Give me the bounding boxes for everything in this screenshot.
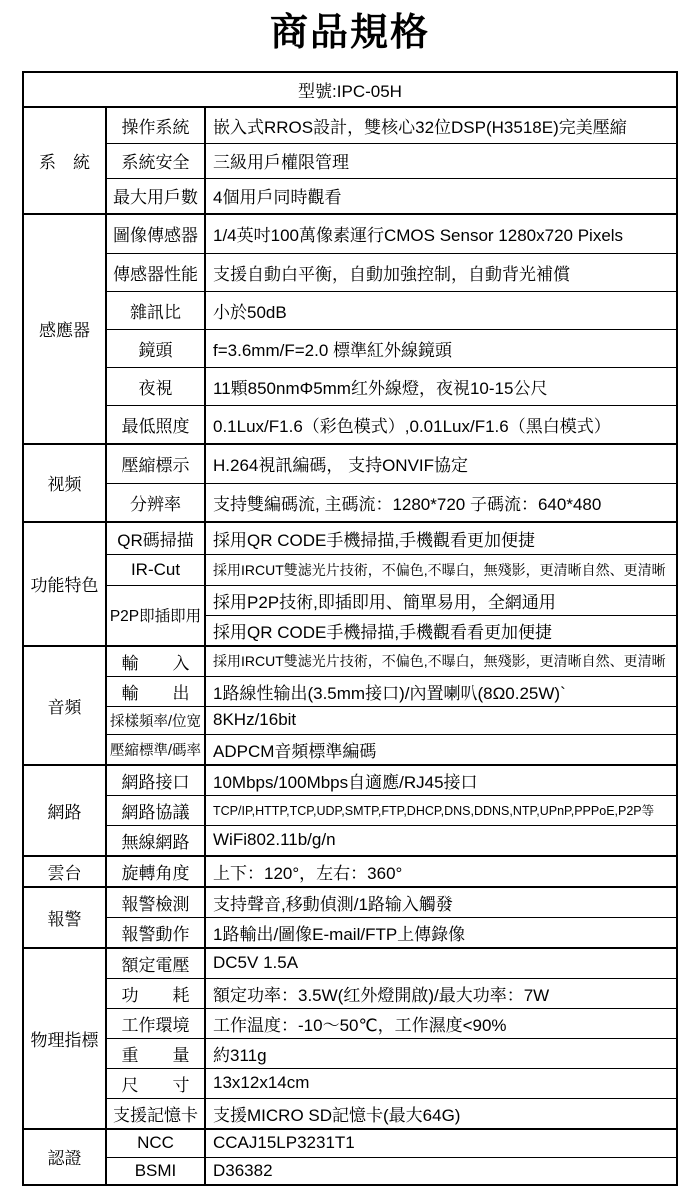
spec-row <box>107 978 676 1008</box>
spec-value: CCAJ15LP3231T1 <box>213 1133 355 1152</box>
spec-sections <box>24 106 676 1184</box>
model-header: 型號:IPC-05H <box>298 81 402 101</box>
spec-value: 約311g <box>213 1045 267 1065</box>
section-category: 物理指標 <box>24 949 107 1128</box>
section-rows <box>107 108 676 213</box>
spec-row <box>107 766 676 795</box>
spec-row <box>107 676 676 706</box>
spec-label: 夜視 <box>107 368 206 405</box>
spec-label: 操作系統 <box>107 108 206 143</box>
section-category: 報警 <box>24 888 107 947</box>
spec-row <box>107 483 676 521</box>
spec-label: 輸 出 <box>107 677 206 706</box>
section-rows <box>107 523 676 645</box>
spec-label: 網路接口 <box>107 766 206 795</box>
spec-row <box>107 949 676 978</box>
spec-value: 採用IRCUT雙滤光片技術，不偏色,不曝白，無殘影，更清晰自然、更清晰 <box>213 561 666 578</box>
spec-value: 支援MICRO SD記憶卡(最大64G) <box>213 1105 461 1125</box>
spec-row <box>107 367 676 405</box>
spec-row <box>107 329 676 367</box>
section-rows <box>107 888 676 947</box>
spec-value: DC5V 1.5A <box>213 953 299 972</box>
spec-label: 最大用戶數 <box>107 179 206 213</box>
spec-value: ADPCM音頻標準編碼 <box>213 741 377 761</box>
spec-label: 採樣頻率/位宽 <box>107 707 206 734</box>
spec-row <box>107 734 676 764</box>
spec-value: 13x12x14cm <box>213 1073 310 1092</box>
spec-value: 1路線性输出(3.5mm接口)/內置喇叭(8Ω0.25W)` <box>213 683 566 703</box>
spec-value: 支持雙編碼流, 主碼流：1280*720 子碼流：640*480 <box>213 494 602 514</box>
spec-section <box>24 443 676 521</box>
spec-value-group <box>206 586 676 645</box>
spec-row <box>107 1130 676 1157</box>
section-category: 認證 <box>24 1130 107 1184</box>
spec-section <box>24 213 676 443</box>
spec-value: 8KHz/16bit <box>213 710 297 729</box>
section-rows <box>107 215 676 443</box>
spec-row <box>107 178 676 213</box>
spec-label: 傳感器性能 <box>107 254 206 291</box>
spec-value: 採用IRCUT雙滤光片技術，不偏色,不曝白，無殘影，更清晰自然、更清晰 <box>213 653 666 669</box>
spec-row <box>107 445 676 483</box>
spec-row <box>107 647 676 676</box>
spec-value: D36382 <box>213 1160 273 1180</box>
section-category: 網路 <box>24 766 107 855</box>
spec-label: P2P即插即用 <box>107 586 206 645</box>
spec-row <box>107 291 676 329</box>
spec-value: 10Mbps/100Mbps自適應/RJ45接口 <box>213 772 478 792</box>
spec-row <box>107 825 676 855</box>
spec-value: 上下：120°，左右：360° <box>213 863 403 883</box>
spec-value: 0.1Lux/F1.6（彩色模式）,0.01Lux/F1.6（黑白模式） <box>213 416 611 436</box>
spec-label: 報警檢測 <box>107 888 206 917</box>
spec-value: 支持聲音,移動偵測/1路输入觸發 <box>213 894 453 914</box>
spec-label: QR碼掃描 <box>107 523 206 554</box>
spec-value: 嵌入式RROS設計，雙核心32位DSP(H3518E)完美壓縮 <box>213 117 627 137</box>
spec-section <box>24 1128 676 1184</box>
spec-label: 重 量 <box>107 1039 206 1068</box>
spec-value: 小於50dB <box>213 302 287 322</box>
section-rows <box>107 857 676 886</box>
spec-label: 旋轉角度 <box>107 857 206 886</box>
spec-row <box>107 1038 676 1068</box>
spec-section <box>24 886 676 947</box>
section-category: 音頻 <box>24 647 107 764</box>
spec-value: WiFi802.11b/g/n <box>213 830 336 849</box>
spec-value: 採用P2P技術,即插即用、簡單易用，全網通用 <box>213 592 556 612</box>
spec-row <box>107 1157 676 1184</box>
spec-value: 三級用戶權限管理 <box>213 153 349 172</box>
spec-row <box>107 1068 676 1098</box>
section-category: 感應器 <box>24 215 107 443</box>
spec-value: 採用QR CODE手機掃描,手機觀看看更加便捷 <box>206 615 676 645</box>
spec-value: TCP/IP,HTTP,TCP,UDP,SMTP,FTP,DHCP,DNS,DDNS,NTP,UPnP,PPPoE,P2P等 <box>213 804 655 818</box>
spec-row <box>107 215 676 253</box>
spec-label: 報警動作 <box>107 918 206 947</box>
spec-section <box>24 947 676 1128</box>
spec-value: 1/4英吋100萬像素運行CMOS Sensor 1280x720 Pixels <box>213 226 624 245</box>
spec-row <box>107 1098 676 1128</box>
spec-label: 系統安全 <box>107 144 206 178</box>
spec-label: 尺 寸 <box>107 1069 206 1098</box>
section-rows <box>107 1130 676 1184</box>
spec-label: 功 耗 <box>107 979 206 1008</box>
spec-row <box>107 585 676 645</box>
spec-row <box>107 795 676 825</box>
spec-value: H.264視訊編碼， 支持ONVIF協定 <box>213 456 469 475</box>
section-category: 雲台 <box>24 857 107 886</box>
spec-row <box>107 857 676 886</box>
spec-label: 工作環境 <box>107 1009 206 1038</box>
section-rows <box>107 445 676 521</box>
spec-label: 支援記憶卡 <box>107 1099 206 1128</box>
page-title: 商品規格 <box>269 12 430 54</box>
spec-label: 壓縮標示 <box>107 445 206 483</box>
spec-row <box>107 108 676 143</box>
spec-row <box>107 554 676 585</box>
spec-row <box>107 706 676 734</box>
spec-row <box>107 917 676 947</box>
spec-section <box>24 645 676 764</box>
spec-label: 分辨率 <box>107 484 206 521</box>
spec-label: 額定電壓 <box>107 949 206 978</box>
spec-row <box>107 253 676 291</box>
spec-value: 採用QR CODE手機掃描,手機觀看更加便捷 <box>213 530 536 550</box>
spec-label: 壓縮標準/碼率 <box>107 735 206 764</box>
spec-label: 輸 入 <box>107 647 206 676</box>
section-rows <box>107 949 676 1128</box>
spec-label: 鏡頭 <box>107 330 206 367</box>
spec-label: 圖像傳感器 <box>107 215 206 253</box>
spec-value: 工作温度：-10～50℃，工作濕度<90% <box>213 1015 507 1035</box>
spec-row <box>107 1008 676 1038</box>
spec-table <box>22 71 678 1186</box>
spec-section <box>24 521 676 645</box>
spec-value: f=3.6mm/F=2.0 標準紅外線鏡頭 <box>213 340 452 360</box>
spec-label: 雜訊比 <box>107 292 206 329</box>
spec-label: 網路協議 <box>107 796 206 825</box>
spec-value: 額定功率：3.5W(红外燈開啟)/最大功率：7W <box>213 985 550 1005</box>
spec-row <box>107 143 676 178</box>
spec-value: 4個用戶同時觀看 <box>213 188 342 207</box>
spec-row <box>107 888 676 917</box>
section-rows <box>107 647 676 764</box>
section-category: 视频 <box>24 445 107 521</box>
spec-section <box>24 855 676 886</box>
spec-value: 11顆850nmΦ5mm红外線燈，夜視10-15公尺 <box>213 378 548 398</box>
spec-label: 最低照度 <box>107 406 206 443</box>
spec-row <box>107 405 676 443</box>
spec-label: NCC <box>107 1130 206 1157</box>
spec-value: 支援自動白平衡，自動加強控制，自動背光補償 <box>213 264 570 284</box>
spec-section <box>24 764 676 855</box>
spec-label: 無線網路 <box>107 826 206 855</box>
spec-row <box>107 523 676 554</box>
spec-section <box>24 106 676 213</box>
section-rows <box>107 766 676 855</box>
spec-value: 1路輸出/圖像E-mail/FTP上傳錄像 <box>213 924 466 944</box>
spec-label: BSMI <box>107 1158 206 1184</box>
spec-label: IR-Cut <box>107 555 206 585</box>
section-category: 功能特色 <box>24 523 107 645</box>
section-category: 系 統 <box>24 108 107 213</box>
